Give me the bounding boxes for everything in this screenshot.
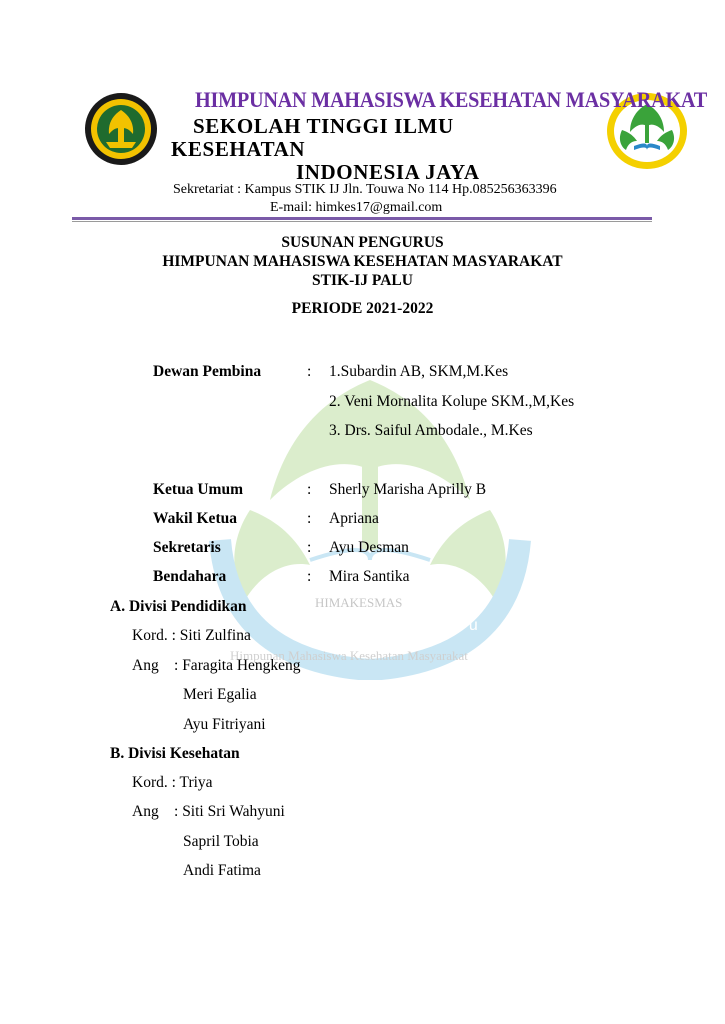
header-divider — [72, 217, 652, 220]
officer-name: Sherly Marisha Aprilly B — [329, 481, 487, 498]
secretariat-address: Sekretariat : Kampus STIK IJ Jln. Touwa No 114 Hp.085256363396 — [173, 182, 557, 197]
school-name-line1: SEKOLAH TINGGI ILMU — [193, 114, 454, 138]
officer-name: Mira Santika — [329, 568, 410, 585]
officer-name: Ayu Desman — [329, 539, 409, 556]
doc-title: SUSUNAN PENGURUS — [281, 234, 444, 251]
pembina-colon: : — [307, 363, 312, 380]
officer-role: Sekretaris — [153, 539, 221, 556]
pembina-member: 2. Veni Mornalita Kolupe SKM.,M,Kes — [329, 393, 575, 410]
division-kord: Kord. : Triya — [132, 774, 213, 791]
division-ang-label: Ang — [132, 657, 159, 674]
officer-role: Bendahara — [153, 568, 227, 585]
pembina-member: 1.Subardin AB, SKM,M.Kes — [329, 363, 509, 380]
doc-subtitle: HIMPUNAN MAHASISWA KESEHATAN MASYARAKAT — [162, 253, 563, 270]
division-member: Sapril Tobia — [183, 833, 259, 850]
school-name-line2: KESEHATAN — [171, 137, 306, 161]
header-divider-thin — [72, 221, 652, 222]
division-member: Meri Egalia — [183, 686, 257, 703]
division-member: Ayu Fitriyani — [183, 716, 266, 733]
school-name-line3: INDONESIA JAYA — [296, 160, 480, 184]
watermark-arc-top: STIK-IJ Palu — [300, 617, 486, 634]
doc-period: PERIODE 2021-2022 — [291, 300, 434, 317]
officer-colon: : — [307, 510, 312, 527]
pembina-member: 3. Drs. Saiful Ambodale., M.Kes — [329, 422, 533, 439]
division-title: B. Divisi Kesehatan — [110, 745, 240, 762]
watermark-arc-bottom: Himpunan Mahasiswa Kesehatan Masyarakat — [230, 648, 468, 663]
division-ang-label: Ang — [132, 803, 159, 820]
doc-institution: STIK-IJ PALU — [312, 272, 413, 289]
officer-colon: : — [307, 568, 312, 585]
division-member: : Faragita Hengkeng — [174, 657, 301, 674]
division-title: A. Divisi Pendidikan — [110, 598, 247, 615]
officer-role: Wakil Ketua — [153, 510, 237, 527]
officer-name: Apriana — [329, 510, 379, 527]
officer-role: Ketua Umum — [153, 481, 243, 498]
email-address: E-mail: himkes17@gmail.com — [270, 200, 443, 215]
org-title: HIMPUNAN MAHASISWA KESEHATAN MASYARAKAT — [195, 87, 707, 112]
division-kord: Kord. : Siti Zulfina — [132, 627, 251, 644]
officer-colon: : — [307, 481, 312, 498]
pembina-label: Dewan Pembina — [153, 363, 262, 380]
watermark-name: HIMAKESMAS — [315, 595, 403, 610]
division-member: Andi Fatima — [183, 862, 261, 879]
stik-ij-logo — [84, 92, 158, 166]
division-member: : Siti Sri Wahyuni — [174, 803, 285, 820]
officer-colon: : — [307, 539, 312, 556]
